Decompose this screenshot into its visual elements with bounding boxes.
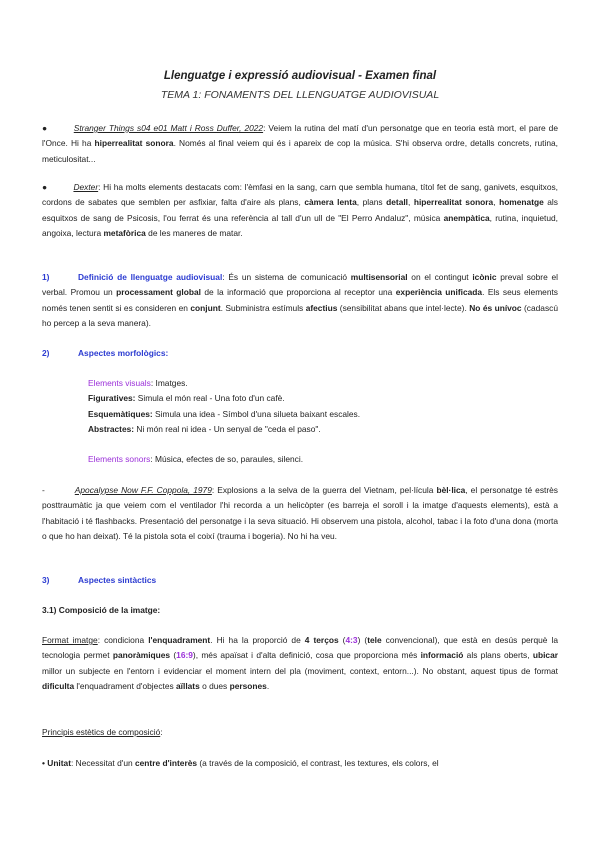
dexter-text: , [408, 197, 414, 208]
section-3-number: 3) [42, 575, 50, 585]
s1-text: (sensibilitat abans que intel·lecte). [337, 302, 470, 313]
dexter-bold: anempàtica [443, 212, 490, 223]
section-3-heading-row [42, 573, 558, 588]
format-text: l'enquadrament d'objectes [74, 680, 177, 691]
format-text: . Hi ha la proporció de [210, 635, 305, 645]
unity-bold: centre d'interès [134, 758, 198, 768]
format-bold: panoràmiques [112, 650, 171, 661]
s1-text: . Subministra estímuls [220, 302, 306, 313]
s1-bold: icònic [472, 272, 497, 282]
stranger-things-paragraph [42, 121, 558, 167]
s1-bold: afectius [305, 302, 338, 313]
format-text: ) ( [357, 635, 368, 645]
principles-label: Principis estètics de composició [42, 727, 161, 737]
s1-bold: No és unívoc [469, 302, 522, 313]
sound-elements-text: : Música, efectes de so, paraules, silenci. [150, 454, 304, 464]
format-bold: dificulta [42, 680, 75, 691]
format-text: . [266, 680, 270, 691]
stranger-reference: Stranger Things s04 e01 Matt i Ross Duffer, 2022 [73, 123, 264, 133]
document-title: Llenguatge i expressió audiovisual - Examen final [163, 70, 437, 82]
aspect-ratio-16-9: 16:9 [176, 650, 193, 661]
figurative-label: Figuratives: [88, 393, 136, 404]
format-text: o dues [199, 680, 230, 691]
aspect-ratio-4-3: 4:3 [345, 635, 358, 645]
principles-colon: : [160, 727, 163, 737]
section-2-heading-row [42, 346, 558, 361]
subsection-3-1-heading [42, 603, 558, 618]
format-text: convencional), que està en desús perquè la tecnologia permet [42, 635, 559, 661]
schematic-label: Esquemàtiques: [88, 408, 153, 419]
bullet: ● [42, 182, 48, 192]
dexter-text: , [493, 197, 500, 208]
format-text: als plans oberts, [463, 650, 533, 661]
format-text: : condiciona [97, 635, 149, 645]
abstract-text: Ni món real ni idea - Un senyal de "ceda el paso". [134, 423, 321, 434]
format-bold: informació [420, 650, 464, 661]
dexter-bold: homenatge [499, 197, 544, 208]
image-format-paragraph [42, 633, 558, 694]
dexter-bold: hiperrealitat sonora [413, 197, 494, 208]
s1-text: : És un sistema de comunicació [222, 272, 351, 282]
stranger-bold-1: hiperrealitat sonora [94, 138, 174, 149]
section-1-paragraph [42, 270, 558, 331]
visual-elements-text: : Imatges. [150, 378, 188, 388]
format-text: ), més apaïsat i d'alta definició, cosa que proporciona més [192, 650, 421, 661]
bullet: ● [42, 123, 48, 133]
format-bold: aïllats [176, 680, 200, 691]
format-text: millor un subjecte en l'entorn i evidenciar el moment intern del pla (moviment, context, entorn...). No obstant, aquest tipus de format [42, 665, 558, 676]
bullet: • [42, 758, 45, 768]
dash: - [42, 485, 45, 495]
s1-text: preval sobre el verbal. Promou un [42, 272, 558, 298]
format-bold: tele [367, 635, 382, 645]
s1-text: (cadascú ho percep a la seva manera). [42, 302, 559, 328]
format-label: Format imatge [42, 635, 98, 645]
dexter-text: : Hi ha molts elements destacats com: l'èmfasi en la sang, carn que sembla humana, títol fet de sang, ganivets, esquitxos, cordons de sabates que semblen per asfixiar, falta d'aire als plans, [42, 182, 558, 208]
unity-text: : Necessitat d'un [71, 758, 135, 768]
s1-bold: conjunt [190, 302, 221, 313]
dexter-paragraph [42, 180, 558, 241]
visual-elements-list [42, 376, 558, 437]
format-bold: 4 terços [304, 635, 339, 645]
s1-text: on el contingut [407, 272, 473, 282]
dexter-text: de les maneres de matar. [145, 227, 243, 238]
abstract-label: Abstractes: [88, 423, 135, 434]
apocalypse-bold: bèl·lica [436, 485, 466, 495]
document-subtitle: TEMA 1: FONAMENTS DEL LLENGUATGE AUDIOVISUAL [160, 89, 440, 101]
schematic-text: Simula una idea - Símbol d'una silueta baixant escales. [152, 408, 361, 419]
visual-elements-label: Elements visuals [88, 378, 151, 388]
dexter-bold: detall [386, 197, 408, 208]
section-3-heading: Aspectes sintàctics [78, 575, 157, 585]
section-1-heading: Definició de llenguatge audiovisual [78, 272, 223, 282]
section-2-number: 2) [42, 348, 50, 358]
apocalypse-reference: Apocalypse Now F.F. Coppola, 1979 [74, 485, 212, 495]
s1-bold: processament global [116, 287, 201, 298]
stranger-text-2: . Només al final veiem qui és i apareix de cop la música. S'hi observa ordre, detalls concrets, rutina, meticulositat... [42, 138, 558, 164]
figurative-text: Simula el món real - Una foto d'un cafè. [135, 393, 285, 404]
dexter-text: , plans [356, 197, 387, 208]
s1-text: de la informació que proporciona al receptor una [200, 287, 396, 298]
sound-elements-row [42, 452, 558, 467]
dexter-text: , rutina, inquietud, angoixa, lectura [42, 212, 558, 238]
format-bold: persones [229, 680, 267, 691]
unity-label: Unitat [47, 758, 71, 768]
unity-text: (a través de la composició, el contrast, les textures, els colors, el [197, 758, 439, 768]
sound-elements-label: Elements sonors [88, 454, 151, 464]
dexter-bold: metafòrica [103, 227, 146, 238]
apocalypse-now-paragraph [42, 483, 558, 544]
format-text: ( [338, 635, 346, 645]
format-bold: ubicar [532, 650, 559, 661]
unity-paragraph [42, 756, 558, 771]
dexter-bold: càmera lenta [304, 197, 357, 208]
section-1-number: 1) [42, 272, 50, 282]
section-2-heading: Aspectes morfològics: [78, 348, 169, 358]
s1-bold: multisensorial [350, 272, 408, 282]
stranger-text-1: : Veiem la rutina del matí d'un personatge que en teoria està mort, el pare de l'Once. Hi ha [42, 123, 558, 149]
dexter-reference: Dexter [73, 182, 99, 192]
aesthetic-principles-heading [42, 725, 558, 740]
dexter-text: als esquitxos de sang de Psicosis, l'ou ferrat és una referència al tall d'un ull de "El Perro Andaluz", música [42, 197, 558, 223]
format-bold: l'enquadrament [148, 635, 211, 645]
subsection-number: 3.1 [42, 605, 54, 615]
subsection-title: ) Composició de la imatge: [53, 605, 161, 615]
s1-bold: experiència unificada [395, 287, 483, 298]
format-text: ( [170, 650, 177, 661]
apocalypse-text: , el personatge té estrès posttraumàtic ja que veiem com el ventilador l'hi recorda a un helicòpter (es barreja el soroll i la imatge d'aquests elements), està a l'habitació i té flashbacks. Presentació del personatge i la seva situació. Hi observem una pistola, alcohol, tabac i la foto d'una dona (morta o que ho han deixat). Té la pistola sota el coixí (trauma i bogeria). No hi ha veu. [42, 485, 558, 541]
s1-text: . Els seus elements només tenen sentit si es consideren en [42, 287, 558, 313]
apocalypse-text: : Explosions a la selva de la guerra del Vietnam, pel·lícula [211, 485, 437, 495]
